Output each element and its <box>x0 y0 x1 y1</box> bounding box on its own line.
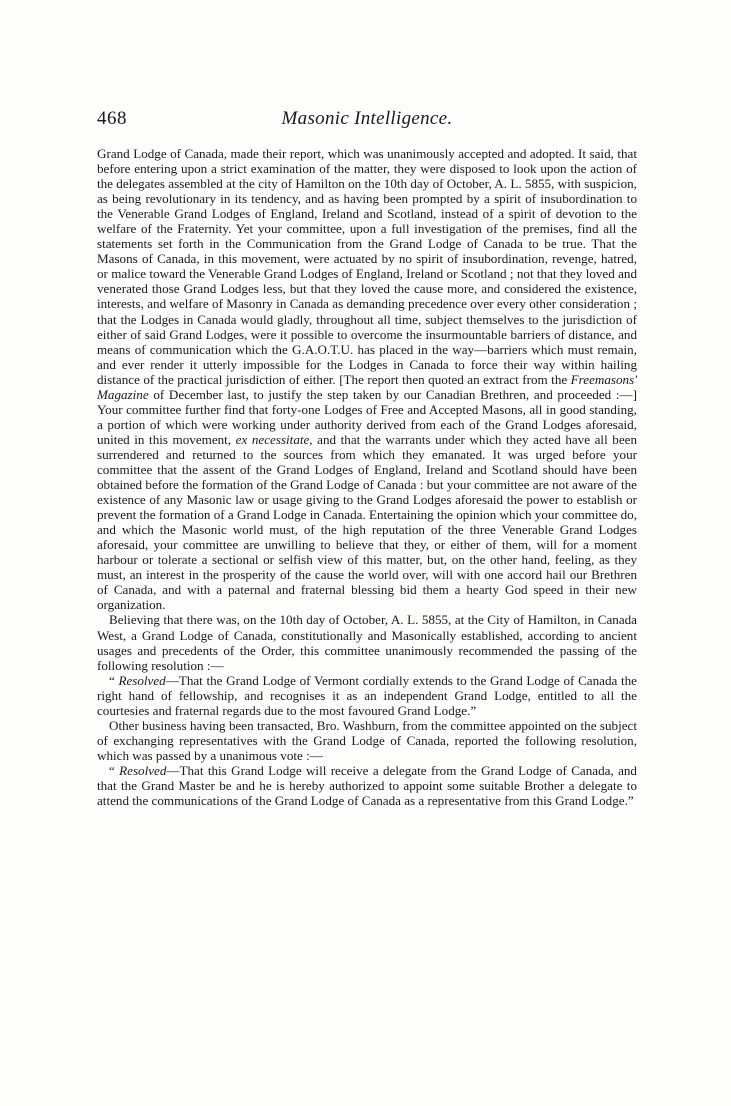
page-number: 468 <box>97 108 127 129</box>
text-segment: Believing that there was, on the 10th day of October, A. L. 5855, at the City of Hamilton, in Canada West, a Grand Lodge of Canada, constitutionally and Masonically established, according to ancient usages and precedents of the Order, this committee unanimously recommended the passing of the following resolution :— <box>97 612 637 673</box>
text-segment: “ <box>109 762 120 778</box>
article-body <box>97 146 637 808</box>
text-segment: —That this Grand Lodge will receive a delegate from the Grand Lodge of Canada, and that the Grand Master be and he is hereby authorized to appoint some suitable Brother a delegate to attend the communications of the Grand Lodge of Canada as a representative from this Grand Lodge.” <box>97 762 637 809</box>
periodical-title: Freemasons' Magazine <box>97 371 637 402</box>
text-segment: —That the Grand Lodge of Vermont cordially extends to the Grand Lodge of Canada the right hand of fellowship, and recognises it as an independent Grand Lodge, entitled to all the courtesies and fraternal regards due to the most favoured Grand Lodge.” <box>97 672 637 718</box>
paragraph-recommendation <box>97 612 637 672</box>
latin-phrase: ex necessitate, <box>235 431 313 447</box>
text-segment: Other business having been transacted, Bro. Washburn, from the committee appointed on the subject of exchanging representatives with the Grand Lodge of Canada, reported the following resolution, which was passed by a unanimous vote :— <box>97 717 637 763</box>
paragraph-other-business <box>97 718 637 763</box>
running-title: Masonic Intelligence. <box>281 108 453 129</box>
resolved-keyword: Resolved <box>119 762 167 778</box>
paragraph-report <box>97 146 637 612</box>
text-segment: Grand Lodge of Canada, made their report, which was unanimously accepted and adopted. It said, that before entering upon a strict examination of the matter, they were disposed to look upon the action of the delegates assembled at the city of Hamilton on the 10th day of October, A. L. 5855, with suspicion, as being revolutionary in its tendency, and as having been prompted by a spirit of insubordination to the Venerable Grand Lodges of England, Ireland and Scotland, instead of a spirit of devotion to the welfare of the Fraternity. Yet your committee, upon a full investigation of the premises, find all the statements set forth in the Communication from the Grand Lodge of Canada to be true. That the Masons of Canada, in this movement, were actuated by no spirit of insubordination, revenge, hatred, or malice toward the Venerable Grand Lodges of England, Ireland or Scotland ; not that they loved and venerated those Grand Lodges less, but that they loved the cause more, and considered the existence, interests, and welfare of Masonry in Canada as demanding precedence over every other consideration ; that the Lodges in Canada would gladly, throughout all time, subject themselves to the jurisdiction of either of said Grand Lodges, were it possible to overcome the insurmountable barriers of distance, and means of communication which the G.A.O.T.U. has placed in the way—barriers which must remain, and ever render it utterly impossible for the Lodges in Canada to force their way within hailing distance of the practical jurisdiction of either. [The report then quoted an extract from the <box>97 146 637 387</box>
resolved-keyword: Resolved <box>118 672 166 688</box>
text-segment: and that the warrants under which they acted have all been surrendered and returned to the sources from which they emanated. It was urged before your committee that the assent of the Grand Lodges of England, Ireland and Scotland should have been obtained before the formation of the Grand Lodge of Canada : but your committee are not aware of the existence of any Masonic law or usage giving to the Grand Lodges aforesaid the power to establish or prevent the formation of a Grand Lodge in Canada. Entertaining the opinion which your committee do, and which the Masonic world must, of the high reputation of the three Venerable Grand Lodges aforesaid, your committee are unwilling to believe that they, or either of them, will for a moment harbour or tolerate a sectional or selfish view of this matter, but, on the other hand, feeling, as they must, an interest in the prosperity of the cause the world over, will with one accord hail our Brethren of Canada, and with a paternal and fraternal blessing bid them a hearty God speed in their new organization. <box>97 431 637 613</box>
paragraph-resolution-delegate <box>97 763 637 808</box>
page-header <box>97 108 637 134</box>
paragraph-resolution-recognition <box>97 673 637 718</box>
text-segment: of December last, to justify the step taken by our Canadian Brethren, and proceeded :—] Your committee further find that forty-one Lodges of Free and Accepted Masons, all in good standing, a portion of which were working under authority derived from each of the Grand Lodges aforesaid, united in this movement, <box>97 386 637 447</box>
text-segment: “ <box>109 672 119 688</box>
